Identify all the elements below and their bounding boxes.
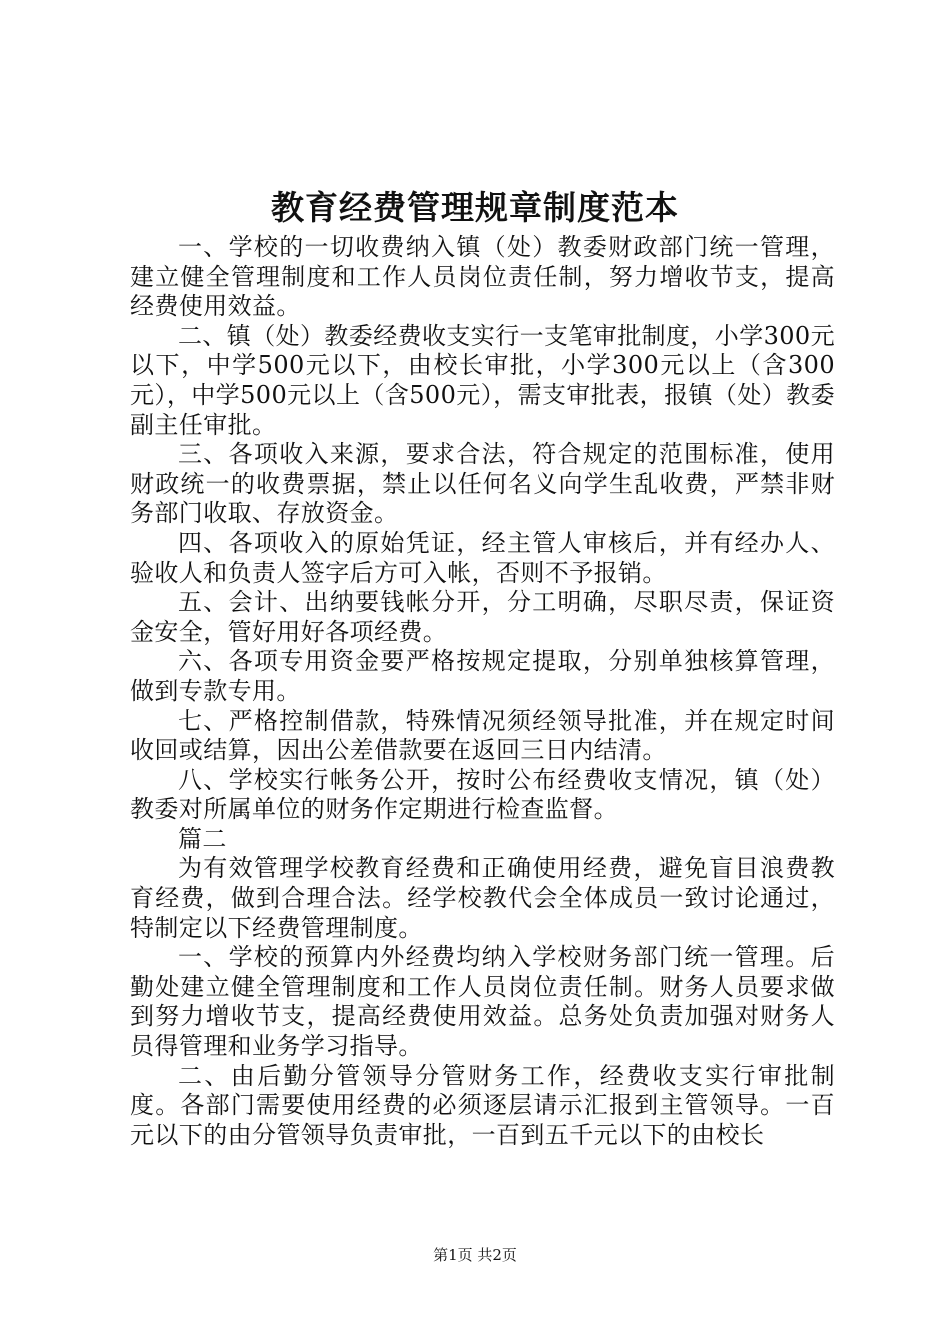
paragraph: 一、学校的一切收费纳入镇（处）教委财政部门统一管理，建立健全管理制度和工作人员岗位责任制，努力增收节支，提高经费使用效益。	[130, 233, 835, 321]
document-title: 教育经费管理规章制度范本	[271, 188, 679, 227]
paragraph: 二、由后勤分管领导分管财务工作，经费收支实行审批制度。各部门需要使用经费的必须逐层请示汇报到主管领导。一百元以下的由分管领导负责审批，一百到五千元以下的由校长	[130, 1061, 835, 1149]
paragraph: 八、学校实行帐务公开，按时公布经费收支情况，镇（处）教委对所属单位的财务作定期进行检查监督。	[130, 765, 835, 824]
paragraph: 二、镇（处）教委经费收支实行一支笔审批制度，小学300元以下，中学500元以下，由校长审批，小学300元以上（含300元），中学500元以上（含500元），需支审批表，报镇（处）教委副主任审批。	[130, 321, 836, 439]
paragraph: 七、严格控制借款，特殊情况须经领导批准，并在规定时间收回或结算，因出公差借款要在返回三日内结清。	[130, 706, 835, 765]
paragraph: 一、学校的预算内外经费均纳入学校财务部门统一管理。后勤处建立健全管理制度和工作人员岗位责任制。财务人员要求做到努力增收节支，提高经费使用效益。总务处负责加强对财务人员得管理和业务学习指导。	[130, 943, 835, 1061]
paragraph: 五、会计、出纳要钱帐分开，分工明确，尽职尽责，保证资金安全，管好用好各项经费。	[130, 588, 835, 646]
section-heading: 篇二	[178, 824, 227, 853]
document-body	[130, 233, 835, 1150]
paragraph: 三、各项收入来源，要求合法，符合规定的范围标准，使用财政统一的收费票据，禁止以任何名义向学生乱收费，严禁非财务部门收取、存放资金。	[130, 440, 835, 528]
paragraph: 六、各项专用资金要严格按规定提取，分别单独核算管理，做到专款专用。	[130, 647, 835, 705]
paragraph: 为有效管理学校教育经费和正确使用经费，避免盲目浪费教育经费，做到合理合法。经学校教代会全体成员一致讨论通过，特制定以下经费管理制度。	[130, 854, 835, 942]
page-footer: 第1页 共2页	[433, 1246, 517, 1264]
paragraph: 四、各项收入的原始凭证，经主管人审核后，并有经办人、验收人和负责人签字后方可入帐，否则不予报销。	[130, 528, 835, 587]
